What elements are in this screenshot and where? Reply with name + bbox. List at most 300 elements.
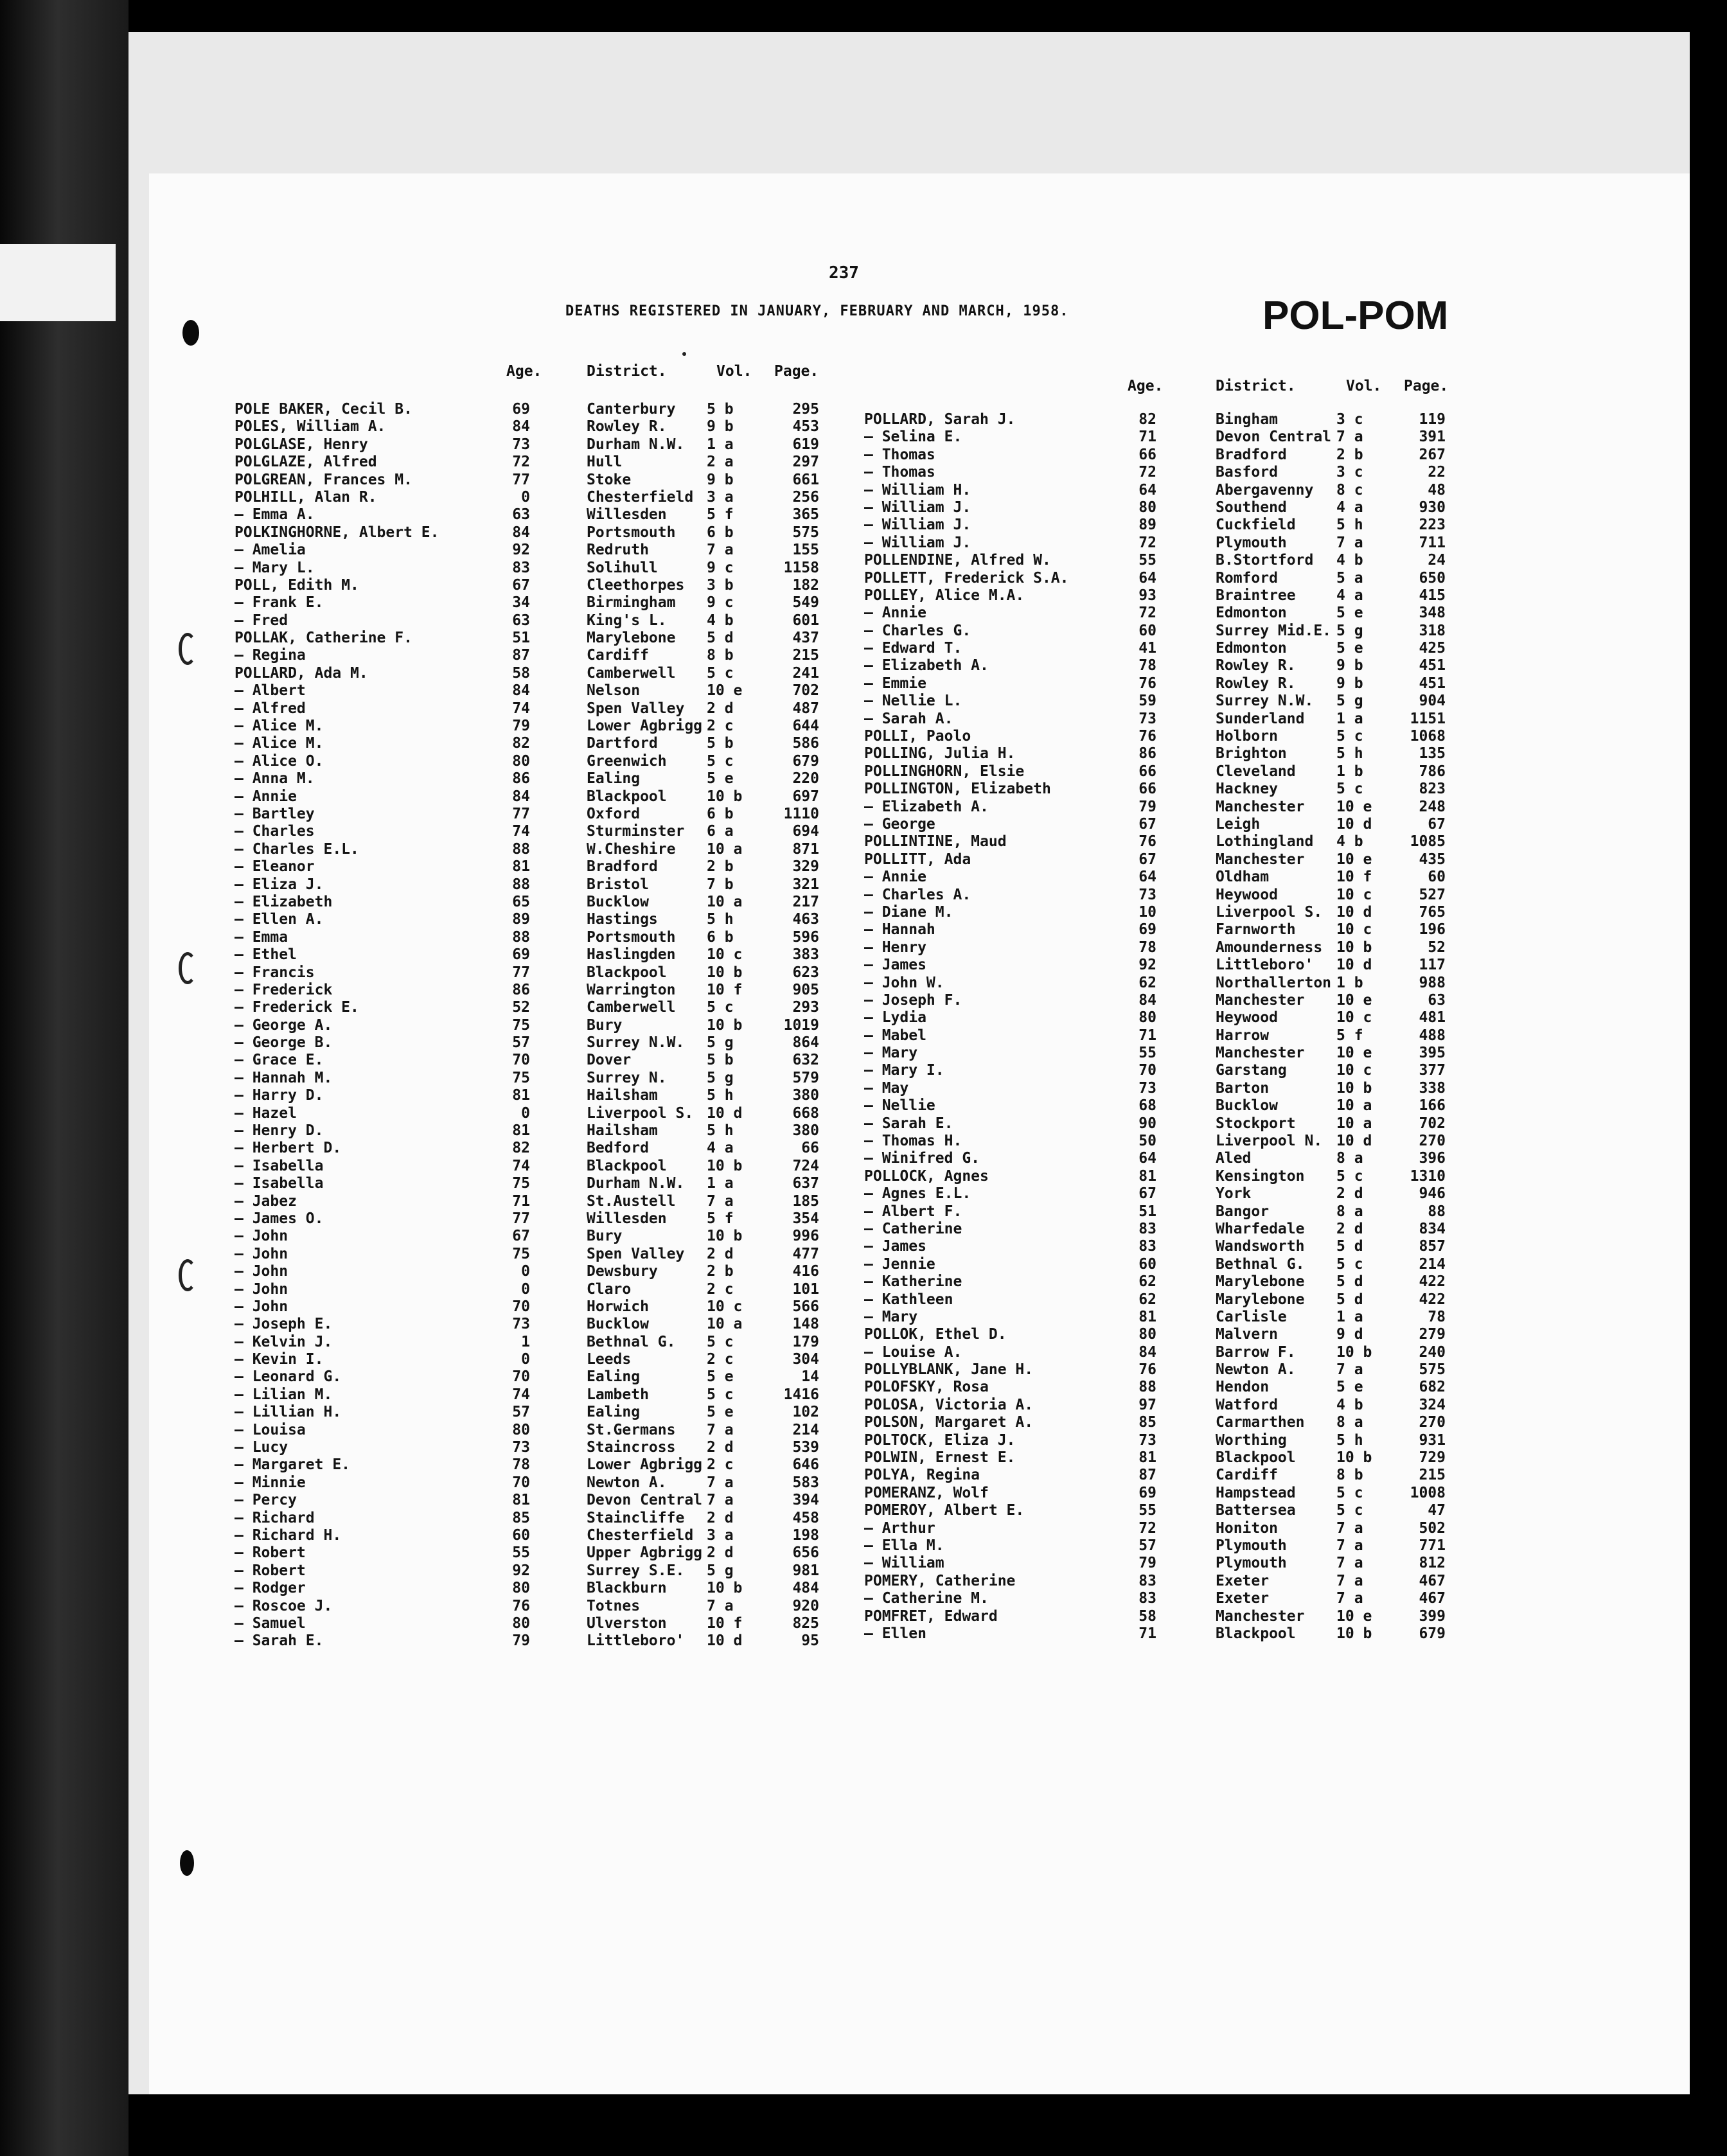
entry-page: 834 bbox=[1419, 1220, 1446, 1237]
entry-district: Rowley R. bbox=[587, 418, 667, 436]
entry-page: 148 bbox=[792, 1316, 819, 1333]
entry-name: — Robert bbox=[235, 1544, 306, 1562]
entry-page: 539 bbox=[792, 1439, 819, 1456]
entry-name: — Francis bbox=[235, 964, 315, 981]
entry-vol: 3 a bbox=[707, 1527, 734, 1544]
register-entry bbox=[864, 1326, 1475, 1343]
entry-district: Cleethorpes bbox=[587, 576, 685, 594]
entry-vol: 10 a bbox=[1336, 1115, 1372, 1132]
entry-name: — John bbox=[235, 1228, 288, 1245]
register-entry bbox=[235, 700, 877, 718]
entry-age: 71 bbox=[1138, 1625, 1156, 1642]
entry-vol: 10 f bbox=[707, 981, 743, 998]
entry-district: Liverpool S. bbox=[1216, 903, 1323, 921]
entry-age: 93 bbox=[1138, 587, 1156, 604]
entry-vol: 5 f bbox=[707, 506, 734, 524]
register-entry bbox=[235, 1070, 877, 1087]
entry-vol: 4 a bbox=[707, 1140, 734, 1157]
entry-name: — Charles A. bbox=[864, 886, 971, 903]
entry-vol: 10 d bbox=[1336, 903, 1372, 921]
entry-age: 73 bbox=[1138, 1431, 1156, 1449]
entry-name: POLLARD, Sarah J. bbox=[864, 411, 1016, 428]
entry-name: — Arthur bbox=[864, 1519, 935, 1537]
entry-age: 34 bbox=[512, 594, 530, 612]
register-entry bbox=[864, 1432, 1475, 1449]
entry-vol: 3 c bbox=[1336, 411, 1363, 428]
entry-name: — William bbox=[864, 1555, 944, 1572]
entry-district: Leeds bbox=[587, 1351, 632, 1368]
entry-age: 67 bbox=[1138, 851, 1156, 868]
entry-vol: 10 b bbox=[707, 1016, 743, 1034]
register-entry bbox=[864, 464, 1475, 481]
entry-name: POLWIN, Ernest E. bbox=[864, 1449, 1016, 1467]
entry-vol: 7 a bbox=[1336, 1361, 1363, 1379]
entry-name: POLGREAN, Frances M. bbox=[235, 471, 412, 488]
entry-age: 60 bbox=[512, 1527, 530, 1544]
register-entry bbox=[235, 472, 877, 489]
entry-page: 484 bbox=[792, 1580, 819, 1597]
binder-hole-icon bbox=[182, 320, 199, 346]
entry-page: 601 bbox=[792, 612, 819, 629]
entry-vol: 10 e bbox=[1336, 1045, 1372, 1062]
entry-district: Bethnal G. bbox=[1216, 1255, 1305, 1273]
entry-age: 84 bbox=[512, 682, 530, 700]
entry-district: Garstang bbox=[1216, 1062, 1287, 1079]
entry-district: Littleboro' bbox=[1216, 957, 1314, 974]
register-entry bbox=[864, 1238, 1475, 1255]
entry-page: 724 bbox=[792, 1157, 819, 1174]
entry-district: Barrow F. bbox=[1216, 1343, 1296, 1361]
entry-district: Blackpool bbox=[587, 1157, 667, 1174]
entry-age: 80 bbox=[512, 1580, 530, 1597]
right-entry-column bbox=[864, 411, 1475, 1643]
entry-name: — Eliza J. bbox=[235, 876, 324, 893]
entry-age: 74 bbox=[512, 1386, 530, 1403]
entry-age: 81 bbox=[512, 1087, 530, 1104]
entry-page: 451 bbox=[1419, 657, 1446, 675]
entry-district: Plymouth bbox=[1216, 1537, 1287, 1554]
entry-name: — Louise A. bbox=[864, 1343, 962, 1361]
entry-district: Liverpool S. bbox=[587, 1104, 694, 1122]
entry-age: 73 bbox=[512, 1316, 530, 1333]
entry-age: 58 bbox=[512, 664, 530, 682]
entry-page: 812 bbox=[1419, 1555, 1446, 1572]
entry-district: Horwich bbox=[587, 1298, 649, 1315]
register-entry bbox=[864, 1520, 1475, 1537]
page-header: Page. bbox=[774, 363, 819, 380]
entry-vol: 9 b bbox=[1336, 657, 1363, 675]
register-entry bbox=[864, 657, 1475, 675]
entry-vol: 5 e bbox=[707, 1368, 734, 1386]
ink-speck bbox=[682, 352, 686, 356]
register-entry bbox=[864, 799, 1475, 816]
entry-age: 81 bbox=[512, 858, 530, 876]
entry-vol: 2 c bbox=[707, 1351, 734, 1368]
entry-age: 81 bbox=[1138, 1167, 1156, 1185]
register-entry bbox=[235, 401, 877, 418]
entry-vol: 7 a bbox=[1336, 1590, 1363, 1607]
register-entry bbox=[864, 570, 1475, 587]
entry-page: 586 bbox=[792, 735, 819, 752]
entry-age: 85 bbox=[512, 1509, 530, 1526]
entry-district: Bedford bbox=[587, 1140, 649, 1157]
entry-district: Sturminster bbox=[587, 823, 685, 840]
entry-district: Wandsworth bbox=[1216, 1238, 1305, 1255]
entry-district: Carlisle bbox=[1216, 1308, 1287, 1325]
age-header: Age. bbox=[506, 363, 542, 380]
vol-header: Vol. bbox=[1346, 378, 1382, 394]
register-entry bbox=[864, 429, 1475, 446]
entry-age: 67 bbox=[1138, 815, 1156, 833]
entry-vol: 8 b bbox=[707, 647, 734, 664]
vol-header: Vol. bbox=[716, 363, 752, 380]
entry-district: Manchester bbox=[1216, 851, 1305, 868]
entry-name: — Charles G. bbox=[864, 622, 971, 639]
entry-page: 214 bbox=[792, 1421, 819, 1438]
entry-page: 198 bbox=[792, 1527, 819, 1544]
register-entry bbox=[864, 1221, 1475, 1238]
entry-district: Surrey Mid.E. bbox=[1216, 622, 1332, 639]
entry-vol: 3 b bbox=[707, 576, 734, 594]
entry-age: 87 bbox=[1138, 1467, 1156, 1484]
entry-page: 502 bbox=[1419, 1519, 1446, 1537]
register-entry bbox=[864, 1625, 1475, 1643]
page-heading: DEATHS REGISTERED IN JANUARY, FEBRUARY AND MARCH, 1958. bbox=[565, 303, 1069, 319]
register-entry bbox=[235, 718, 877, 735]
entry-page: 329 bbox=[792, 858, 819, 876]
entry-age: 64 bbox=[1138, 481, 1156, 499]
entry-age: 77 bbox=[512, 471, 530, 488]
entry-name: POLYA, Regina bbox=[864, 1467, 980, 1484]
entry-page: 380 bbox=[792, 1122, 819, 1140]
entry-vol: 7 a bbox=[707, 1421, 734, 1438]
entry-page: 223 bbox=[1419, 517, 1446, 534]
entry-name: — Mary L. bbox=[235, 559, 315, 576]
entry-vol: 5 g bbox=[707, 1562, 734, 1579]
entry-age: 79 bbox=[1138, 798, 1156, 815]
entry-name: POLLYBLANK, Jane H. bbox=[864, 1361, 1034, 1379]
entry-age: 51 bbox=[512, 630, 530, 647]
entry-name: — Fred bbox=[235, 612, 288, 629]
entry-district: Cardiff bbox=[1216, 1467, 1278, 1484]
entry-name: — Ellen bbox=[864, 1625, 926, 1642]
entry-district: Cardiff bbox=[587, 647, 649, 664]
entry-name: — Bartley bbox=[235, 805, 315, 822]
register-entry bbox=[235, 1456, 877, 1474]
entry-name: — Annie bbox=[864, 869, 926, 886]
entry-district: Littleboro' bbox=[587, 1632, 685, 1650]
entry-page: 293 bbox=[792, 999, 819, 1016]
entry-vol: 5 e bbox=[1336, 1379, 1363, 1396]
register-entry bbox=[864, 446, 1475, 464]
entry-name: — Jabez bbox=[235, 1192, 297, 1210]
entry-page: 697 bbox=[792, 788, 819, 805]
entry-district: Staincross bbox=[587, 1439, 676, 1456]
entry-name: POLLINGTON, Elizabeth bbox=[864, 781, 1051, 798]
entry-vol: 10 b bbox=[1336, 1079, 1372, 1097]
entry-page: 477 bbox=[792, 1245, 819, 1262]
register-entry bbox=[864, 675, 1475, 693]
entry-district: Leigh bbox=[1216, 815, 1261, 833]
entry-name: — Katherine bbox=[864, 1273, 962, 1291]
entry-name: POLOSA, Victoria A. bbox=[864, 1396, 1034, 1413]
entry-age: 76 bbox=[1138, 728, 1156, 745]
entry-vol: 5 d bbox=[707, 630, 734, 647]
entry-district: Manchester bbox=[1216, 991, 1305, 1009]
entry-vol: 10 d bbox=[707, 1632, 743, 1650]
entry-district: Solihull bbox=[587, 559, 658, 576]
entry-vol: 10 e bbox=[1336, 798, 1372, 815]
entry-page: 422 bbox=[1419, 1291, 1446, 1308]
register-entry bbox=[235, 1404, 877, 1421]
entry-page: 771 bbox=[1419, 1537, 1446, 1554]
entry-name: — Robert bbox=[235, 1562, 306, 1579]
entry-age: 62 bbox=[1138, 974, 1156, 991]
entry-district: Battersea bbox=[1216, 1502, 1296, 1519]
entry-age: 57 bbox=[512, 1404, 530, 1421]
entry-age: 0 bbox=[521, 1104, 530, 1122]
entry-age: 79 bbox=[512, 718, 530, 735]
entry-district: Ealing bbox=[587, 1404, 641, 1421]
entry-district: Plymouth bbox=[1216, 1555, 1287, 1572]
entry-name: — Annie bbox=[864, 605, 926, 622]
register-entry bbox=[235, 1527, 877, 1544]
entry-page: 338 bbox=[1419, 1079, 1446, 1097]
register-entry bbox=[235, 1052, 877, 1069]
entry-age: 76 bbox=[512, 1597, 530, 1614]
entry-vol: 10 b bbox=[1336, 1449, 1372, 1467]
entry-name: — Emma A. bbox=[235, 506, 315, 524]
entry-vol: 6 b bbox=[707, 805, 734, 822]
entry-vol: 10 a bbox=[1336, 1097, 1372, 1115]
entry-page: 1085 bbox=[1410, 833, 1446, 851]
entry-name: — Margaret E. bbox=[235, 1456, 351, 1474]
entry-district: Honiton bbox=[1216, 1519, 1278, 1537]
entry-vol: 7 a bbox=[707, 542, 734, 559]
entry-page: 256 bbox=[792, 488, 819, 506]
entry-name: — John bbox=[235, 1298, 288, 1315]
register-entry bbox=[235, 1175, 877, 1192]
entry-name: — Henry D. bbox=[235, 1122, 324, 1140]
entry-age: 92 bbox=[512, 1562, 530, 1579]
entry-district: Rowley R. bbox=[1216, 675, 1296, 692]
entry-age: 70 bbox=[512, 1298, 530, 1315]
register-entry bbox=[864, 1273, 1475, 1291]
entry-page: 182 bbox=[792, 576, 819, 594]
entry-vol: 4 b bbox=[1336, 833, 1363, 851]
entry-district: Brighton bbox=[1216, 745, 1287, 763]
entry-page: 415 bbox=[1419, 587, 1446, 604]
register-entry bbox=[864, 745, 1475, 763]
entry-district: St.Austell bbox=[587, 1192, 676, 1210]
register-entry bbox=[235, 753, 877, 770]
entry-district: Bethnal G. bbox=[587, 1333, 676, 1350]
left-column-header bbox=[235, 363, 877, 382]
entry-page: 871 bbox=[792, 840, 819, 858]
entry-district: Hendon bbox=[1216, 1379, 1270, 1396]
entry-vol: 2 b bbox=[707, 1263, 734, 1280]
entry-name: — Mary I. bbox=[864, 1062, 944, 1079]
entry-age: 87 bbox=[512, 647, 530, 664]
entry-vol: 5 e bbox=[1336, 640, 1363, 657]
entry-age: 88 bbox=[512, 876, 530, 893]
entry-page: 981 bbox=[792, 1562, 819, 1579]
entry-district: Southend bbox=[1216, 499, 1287, 516]
register-entry bbox=[864, 992, 1475, 1009]
entry-district: Manchester bbox=[1216, 1045, 1305, 1062]
entry-page: 453 bbox=[792, 418, 819, 436]
entry-page: 66 bbox=[801, 1140, 819, 1157]
entry-vol: 10 b bbox=[707, 1157, 743, 1174]
entry-age: 70 bbox=[512, 1368, 530, 1386]
register-entry bbox=[235, 1544, 877, 1562]
entry-page: 905 bbox=[792, 981, 819, 998]
entry-district: Carmarthen bbox=[1216, 1414, 1305, 1431]
entry-page: 279 bbox=[1419, 1326, 1446, 1343]
entry-page: 102 bbox=[792, 1404, 819, 1421]
entry-vol: 7 a bbox=[1336, 1555, 1363, 1572]
entry-vol: 5 c bbox=[707, 1333, 734, 1350]
entry-age: 76 bbox=[1138, 833, 1156, 851]
entry-vol: 10 c bbox=[1336, 886, 1372, 903]
entry-district: Chesterfield bbox=[587, 1527, 694, 1544]
entry-name: POLL, Edith M. bbox=[235, 576, 359, 594]
entry-vol: 7 a bbox=[707, 1192, 734, 1210]
entry-name: — Nellie L. bbox=[864, 693, 962, 710]
entry-name: — George A. bbox=[235, 1016, 333, 1034]
entry-name: — Ethel bbox=[235, 946, 297, 964]
entry-age: 72 bbox=[1138, 1519, 1156, 1537]
entry-name: — Lucy bbox=[235, 1439, 288, 1456]
entry-page: 729 bbox=[1419, 1449, 1446, 1467]
entry-page: 248 bbox=[1419, 798, 1446, 815]
entry-vol: 2 b bbox=[1336, 446, 1363, 463]
entry-name: POLTOCK, Eliza J. bbox=[864, 1431, 1016, 1449]
register-entry bbox=[864, 1414, 1475, 1431]
entry-district: Manchester bbox=[1216, 1607, 1305, 1625]
entry-age: 81 bbox=[512, 1492, 530, 1509]
entry-name: — Elizabeth bbox=[235, 893, 333, 910]
entry-district: Ealing bbox=[587, 770, 641, 788]
entry-page: 451 bbox=[1419, 675, 1446, 692]
register-entry bbox=[864, 975, 1475, 992]
scan-dark-border bbox=[0, 0, 128, 2156]
left-entry-column bbox=[235, 401, 877, 1650]
register-entry bbox=[235, 788, 877, 806]
entry-district: Heywood bbox=[1216, 1009, 1278, 1027]
register-entry bbox=[235, 1017, 877, 1034]
entry-age: 77 bbox=[512, 964, 530, 981]
entry-name: — Thomas bbox=[864, 464, 935, 481]
entry-district: W.Cheshire bbox=[587, 840, 676, 858]
entry-page: 318 bbox=[1419, 622, 1446, 639]
entry-page: 1310 bbox=[1410, 1167, 1446, 1185]
entry-age: 0 bbox=[521, 1263, 530, 1280]
entry-district: Oxford bbox=[587, 805, 641, 822]
register-entry bbox=[235, 1598, 877, 1615]
entry-age: 83 bbox=[1138, 1220, 1156, 1237]
entry-district: Exeter bbox=[1216, 1572, 1270, 1589]
entry-name: — Eleanor bbox=[235, 858, 315, 876]
entry-age: 83 bbox=[512, 559, 530, 576]
entry-district: Exeter bbox=[1216, 1590, 1270, 1607]
entry-page: 24 bbox=[1428, 552, 1446, 569]
entry-name: — Lilian M. bbox=[235, 1386, 333, 1403]
entry-age: 80 bbox=[512, 752, 530, 770]
entry-district: Cuckfield bbox=[1216, 517, 1296, 534]
entry-page: 380 bbox=[792, 1087, 819, 1104]
entry-vol: 2 d bbox=[707, 700, 734, 717]
register-entry bbox=[235, 1334, 877, 1351]
entry-vol: 10 e bbox=[1336, 991, 1372, 1009]
register-entry bbox=[235, 418, 877, 436]
entry-name: — Albert bbox=[235, 682, 306, 700]
entry-district: Redruth bbox=[587, 542, 649, 559]
register-entry bbox=[235, 1632, 877, 1650]
entry-district: Bradford bbox=[587, 858, 658, 876]
register-entry bbox=[235, 911, 877, 928]
entry-name: — John bbox=[235, 1263, 288, 1280]
entry-age: 65 bbox=[512, 893, 530, 910]
register-entry bbox=[864, 1608, 1475, 1625]
entry-district: Camberwell bbox=[587, 999, 676, 1016]
entry-name: — John W. bbox=[864, 974, 944, 991]
entry-district: Bucklow bbox=[587, 893, 649, 910]
entry-page: 682 bbox=[1419, 1379, 1446, 1396]
register-entry bbox=[235, 1368, 877, 1386]
entry-age: 70 bbox=[1138, 1062, 1156, 1079]
entry-district: Surrey N.W. bbox=[587, 1034, 685, 1052]
entry-district: Lothingland bbox=[1216, 833, 1314, 851]
entry-vol: 10 c bbox=[1336, 1009, 1372, 1027]
entry-vol: 8 a bbox=[1336, 1203, 1363, 1220]
register-entry bbox=[864, 411, 1475, 429]
entry-name: — Annie bbox=[235, 788, 297, 805]
entry-district: Bury bbox=[587, 1228, 623, 1245]
entry-age: 84 bbox=[1138, 1343, 1156, 1361]
entry-vol: 2 d bbox=[1336, 1220, 1363, 1237]
register-entry bbox=[864, 1291, 1475, 1309]
entry-name: — Emmie bbox=[864, 675, 926, 692]
entry-age: 64 bbox=[1138, 869, 1156, 886]
entry-page: 988 bbox=[1419, 974, 1446, 991]
entry-vol: 8 a bbox=[1336, 1150, 1363, 1167]
entry-vol: 7 a bbox=[1336, 1537, 1363, 1554]
register-entry bbox=[864, 1062, 1475, 1079]
register-entry bbox=[235, 1474, 877, 1492]
entry-name: — John bbox=[235, 1280, 288, 1298]
entry-district: Lower Agbrigg bbox=[587, 1456, 703, 1474]
entry-page: 297 bbox=[792, 454, 819, 471]
entry-vol: 9 c bbox=[707, 559, 734, 576]
entry-age: 63 bbox=[512, 612, 530, 629]
entry-page: 946 bbox=[1419, 1185, 1446, 1203]
entry-page: 823 bbox=[1419, 781, 1446, 798]
entry-district: Aled bbox=[1216, 1150, 1252, 1167]
entry-page: 904 bbox=[1419, 693, 1446, 710]
entry-vol: 5 h bbox=[707, 1122, 734, 1140]
entry-page: 155 bbox=[792, 542, 819, 559]
entry-vol: 5 d bbox=[1336, 1238, 1363, 1255]
entry-vol: 2 c bbox=[707, 1456, 734, 1474]
entry-page: 786 bbox=[1419, 763, 1446, 780]
entry-age: 80 bbox=[1138, 1326, 1156, 1343]
entry-page: 391 bbox=[1419, 429, 1446, 446]
entry-vol: 5 h bbox=[707, 1087, 734, 1104]
entry-district: Lambeth bbox=[587, 1386, 649, 1403]
entry-name: — Isabella bbox=[235, 1157, 324, 1174]
entry-age: 66 bbox=[1138, 446, 1156, 463]
